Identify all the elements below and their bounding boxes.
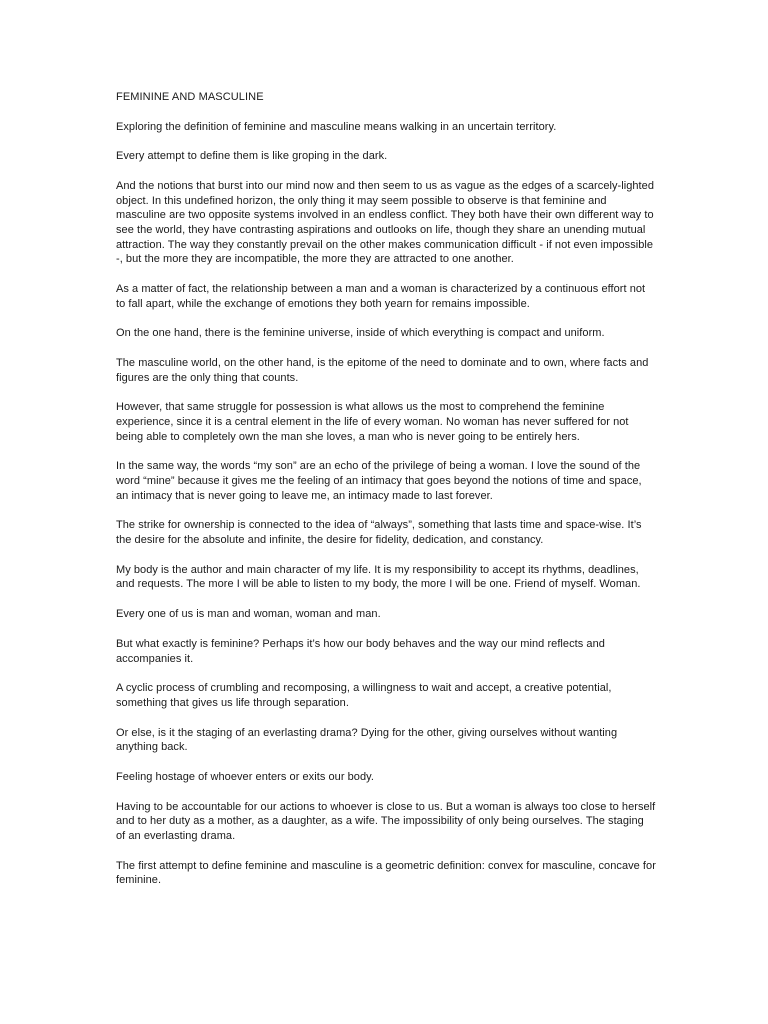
paragraph: My body is the author and main character of my life. It is my responsibility to accept its rhythms, deadlines, and requests. The more I will be able to listen to my body, the more I will be one. Friend of myself. Woman. <box>116 563 641 591</box>
paragraph: However, that same struggle for possession is what allows us the most to comprehend the feminine experience, since it is a central element in the life of every woman. No woman has never suffered for not being able to completely own the man she loves, a man who is never going to be entirely hers. <box>116 401 629 443</box>
paragraph: The first attempt to define feminine and masculine is a geometric definition: convex for masculine, concave for feminine. <box>116 859 656 887</box>
paragraph: Or else, is it the staging of an everlasting drama? Dying for the other, giving ourselves without wanting anything back. <box>116 726 618 754</box>
paragraph: In the same way, the words “my son” are an echo of the privilege of being a woman. I love the sound of the word “mine” because it gives me the feeling of an intimacy that goes beyond the notions of time and space, an intimacy that is never going to leave me, an intimacy made to last forever. <box>116 460 642 502</box>
paragraph: As a matter of fact, the relationship between a man and a woman is characterized by a continuous effort not to fall apart, while the exchange of emotions they both yearn for remains impossible. <box>116 282 646 310</box>
paragraph: Having to be accountable for our actions to whoever is close to us. But a woman is always too close to herself and to her duty as a mother, as a daughter, as a wife. The impossibility of only being ourselves. The staging of an everlasting drama. <box>116 800 656 842</box>
paragraph: The strike for ownership is connected to the idea of “always”, something that lasts time and space-wise. It’s the desire for the absolute and infinite, the desire for fidelity, dedication, and constancy. <box>116 519 642 546</box>
document-page <box>116 90 656 903</box>
paragraph: But what exactly is feminine? Perhaps it’s how our body behaves and the way our mind reflects and accompanies it. <box>116 637 605 665</box>
paragraph: Feeling hostage of whoever enters or exits our body. <box>116 771 374 784</box>
paragraph: Exploring the definition of feminine and masculine means walking in an uncertain territory. <box>116 120 557 133</box>
document-title: FEMININE AND MASCULINE <box>116 91 264 103</box>
paragraph: The masculine world, on the other hand, is the epitome of the need to dominate and to own, where facts and figures are the only thing that counts. <box>116 357 649 384</box>
paragraph: And the notions that burst into our mind now and then seem to us as vague as the edges of a scarcely-lighted object. In this undefined horizon, the only thing it may seem possible to observe is that feminine and masculine are two opposite systems involved in an endless conflict. They both have their own different way to see the world, they have contrasting aspirations and outlooks on life, though they share an unending mutual attraction. The way they constantly prevail on the other makes communication difficult - if not even impossible -, but the more they are incompatible, the more they are attracted to one another. <box>116 180 655 266</box>
paragraph: Every one of us is man and woman, woman and man. <box>116 608 381 621</box>
paragraph: On the one hand, there is the feminine universe, inside of which everything is compact and uniform. <box>116 327 605 340</box>
paragraph: A cyclic process of crumbling and recomposing, a willingness to wait and accept, a creative potential, something that gives us life through separation. <box>116 682 612 709</box>
paragraph: Every attempt to define them is like groping in the dark. <box>116 150 388 163</box>
